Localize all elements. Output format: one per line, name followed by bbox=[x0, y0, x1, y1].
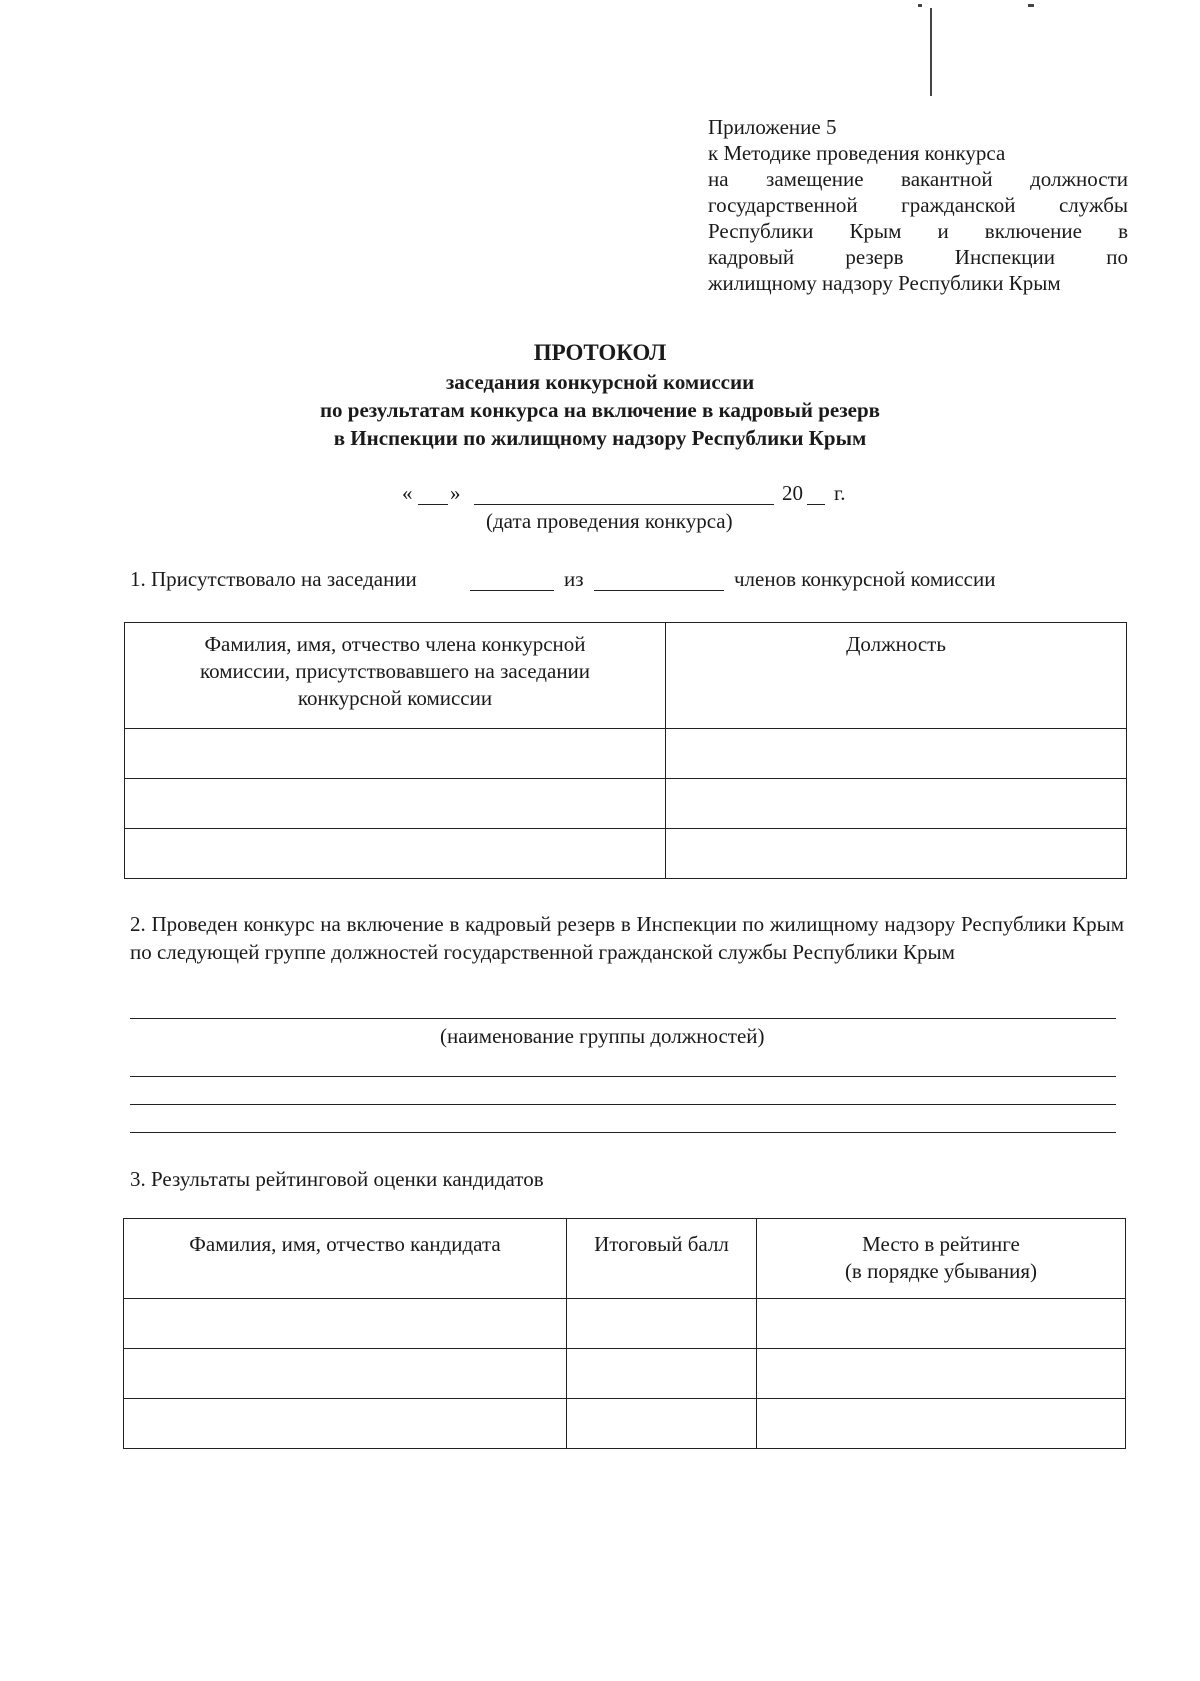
table-header-row bbox=[124, 1219, 1126, 1299]
members-total-blank[interactable] bbox=[594, 590, 724, 591]
appendix-line: на замещение вакантной должности bbox=[708, 167, 1128, 191]
commission-members-table bbox=[124, 622, 1127, 879]
date-day-blank[interactable] bbox=[418, 504, 448, 505]
total-score-cell[interactable] bbox=[567, 1349, 757, 1399]
section1-prefix: 1. Присутствовало на заседании bbox=[130, 567, 417, 591]
member-position-header: Должность bbox=[666, 623, 1127, 729]
candidate-name-cell[interactable] bbox=[124, 1299, 567, 1349]
attendance-count-blank[interactable] bbox=[470, 590, 554, 591]
section1-suffix: членов конкурсной комиссии bbox=[734, 567, 996, 591]
rating-place-cell[interactable] bbox=[757, 1349, 1126, 1399]
position-group-extra-line[interactable] bbox=[130, 1104, 1116, 1105]
scan-mark-line bbox=[930, 8, 932, 96]
title-main: ПРОТОКОЛ bbox=[533, 340, 667, 365]
date-year-suffix: г. bbox=[834, 481, 846, 505]
position-group-extra-line[interactable] bbox=[130, 1076, 1116, 1077]
appendix-line: Республики Крым и включение в bbox=[708, 219, 1128, 243]
candidate-name-header: Фамилия, имя, отчество кандидата bbox=[124, 1219, 567, 1299]
total-score-cell[interactable] bbox=[567, 1299, 757, 1349]
member-name-cell[interactable] bbox=[125, 829, 666, 879]
rating-place-header: Место в рейтинге (в порядке убывания) bbox=[757, 1219, 1126, 1299]
date-year-blank[interactable] bbox=[807, 504, 825, 505]
title-line: в Инспекции по жилищному надзору Республики Крым bbox=[333, 426, 867, 450]
table-header-row bbox=[125, 623, 1127, 729]
appendix-line: кадровый резерв Инспекции по bbox=[708, 245, 1128, 269]
date-month-blank[interactable] bbox=[474, 504, 774, 505]
title-line: заседания конкурсной комиссии bbox=[445, 370, 755, 394]
candidate-name-cell[interactable] bbox=[124, 1349, 567, 1399]
section2-text: 2. Проведен конкурс на включение в кадровый резерв в Инспекции по жилищному надзору Республики Крым по следующей группе должностей государственной гражданской службы Республики Крым bbox=[130, 912, 1124, 964]
appendix-line: жилищному надзору Республики Крым bbox=[708, 271, 1061, 295]
scan-mark-dot-left bbox=[918, 4, 922, 7]
rating-place-cell[interactable] bbox=[757, 1399, 1126, 1449]
member-name-cell[interactable] bbox=[125, 779, 666, 829]
rating-place-cell[interactable] bbox=[757, 1299, 1126, 1349]
document-title bbox=[0, 338, 1200, 452]
candidate-rating-table bbox=[123, 1218, 1126, 1449]
table-row bbox=[124, 1399, 1126, 1449]
date-caption: (дата проведения конкурса) bbox=[486, 509, 733, 533]
title-line: по результатам конкурса на включение в кадровый резерв bbox=[319, 398, 881, 422]
appendix-line: Приложение 5 bbox=[708, 115, 837, 139]
table-row bbox=[124, 1299, 1126, 1349]
appendix-line: государственной гражданской службы bbox=[708, 193, 1128, 217]
member-name-cell[interactable] bbox=[125, 729, 666, 779]
total-score-header: Итоговый балл bbox=[567, 1219, 757, 1299]
position-group-blank[interactable] bbox=[130, 1018, 1116, 1019]
position-group-extra-line[interactable] bbox=[130, 1132, 1116, 1133]
section1-middle: из bbox=[564, 567, 584, 591]
member-position-cell[interactable] bbox=[666, 729, 1127, 779]
table-row bbox=[125, 779, 1127, 829]
member-position-cell[interactable] bbox=[666, 829, 1127, 879]
total-score-cell[interactable] bbox=[567, 1399, 757, 1449]
date-year-prefix: 20 bbox=[782, 481, 803, 505]
appendix-line: к Методике проведения конкурса bbox=[708, 141, 1006, 165]
table-row bbox=[125, 729, 1127, 779]
scan-mark-dot-right bbox=[1028, 4, 1034, 7]
candidate-name-cell[interactable] bbox=[124, 1399, 567, 1449]
member-position-cell[interactable] bbox=[666, 779, 1127, 829]
appendix-block bbox=[708, 114, 1128, 296]
table-row bbox=[125, 829, 1127, 879]
section3-heading: 3. Результаты рейтинговой оценки кандидатов bbox=[130, 1167, 544, 1191]
date-open-quote: « bbox=[402, 481, 413, 505]
member-name-header: Фамилия, имя, отчество члена конкурсной комиссии, присутствовавшего на заседании конкурсной комиссии bbox=[125, 623, 666, 729]
date-close-quote: » bbox=[450, 481, 461, 505]
section2-caption: (наименование группы должностей) bbox=[440, 1024, 765, 1048]
table-row bbox=[124, 1349, 1126, 1399]
